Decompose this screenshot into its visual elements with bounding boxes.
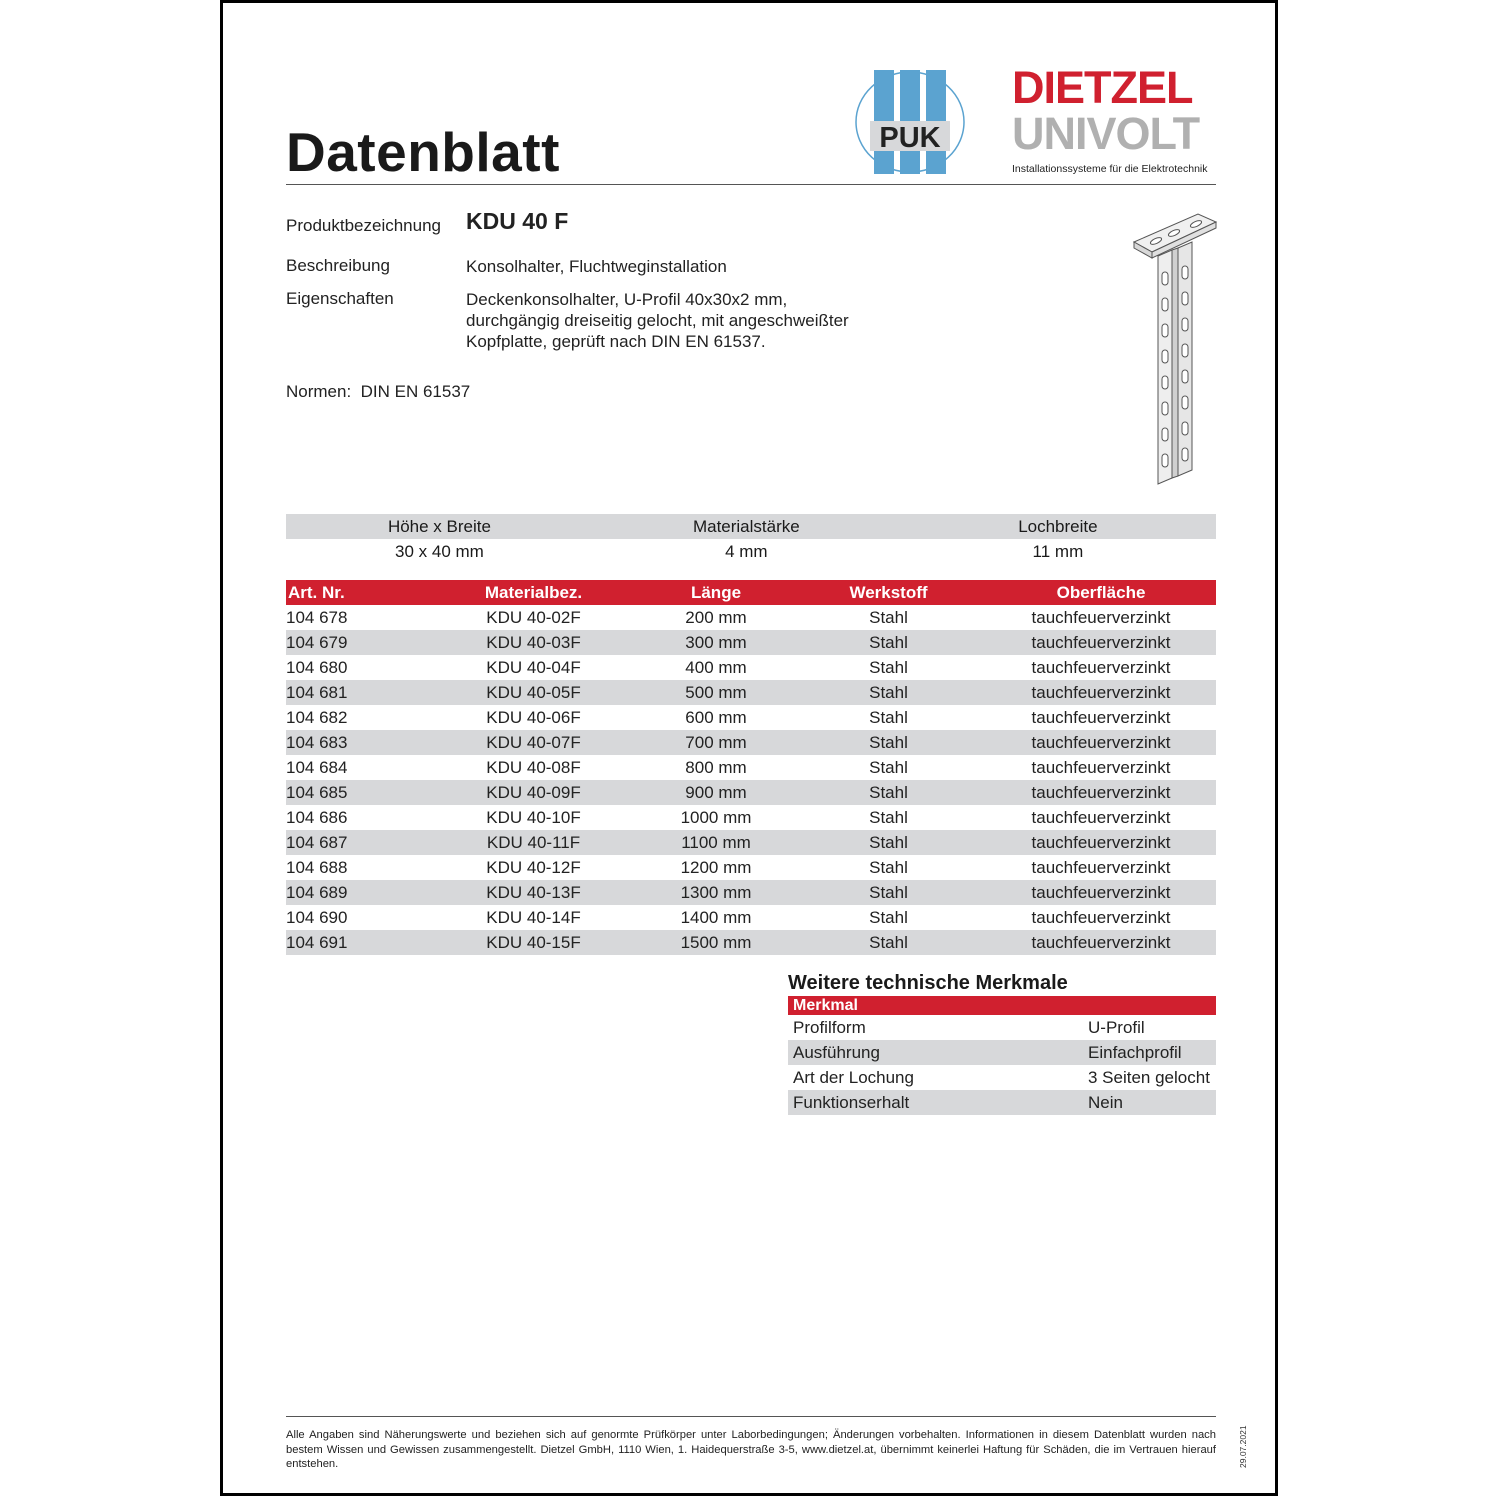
table-cell: 1400 mm (680, 907, 752, 927)
brand-dietzel: DIETZEL (1012, 62, 1193, 113)
dimensions-value-row (286, 539, 1216, 564)
table-cell: KDU 40-03F (426, 630, 641, 655)
feature-row (788, 1040, 1216, 1065)
description-label: Beschreibung (286, 256, 390, 275)
table-cell: 200 mm (685, 607, 747, 627)
table-cell: 104 682 (286, 707, 348, 727)
table-cell: Stahl (869, 707, 908, 727)
feature-name: Art der Lochung (793, 1067, 914, 1087)
table-cell: KDU 40-06F (486, 707, 581, 727)
product-name: KDU 40 F (466, 208, 569, 234)
table-cell: 1000 mm (680, 807, 752, 827)
table-cell: Stahl (791, 780, 986, 805)
table-cell: tauchfeuerverzinkt (1031, 657, 1171, 677)
table-cell: tauchfeuerverzinkt (986, 880, 1216, 905)
table-cell: tauchfeuerverzinkt (986, 830, 1216, 855)
puk-logo (852, 66, 968, 183)
table-cell: 104 686 (286, 807, 348, 827)
table-cell: Stahl (869, 757, 908, 777)
table-cell: KDU 40-08F (486, 757, 581, 777)
table-cell: tauchfeuerverzinkt (986, 680, 1216, 705)
feature-name: Profilform (793, 1017, 866, 1037)
product-label: Produktbezeichnung (286, 216, 442, 235)
table-cell: tauchfeuerverzinkt (1031, 857, 1171, 877)
table-cell: 104 687 (286, 830, 426, 855)
table-row (286, 655, 1216, 680)
table-row (286, 705, 1216, 730)
table-cell: tauchfeuerverzinkt (1031, 607, 1171, 627)
articles-header-row (286, 580, 1216, 605)
table-row (286, 905, 1216, 930)
features-header: Merkmal (788, 996, 1216, 1015)
table-cell: KDU 40-13F (426, 880, 641, 905)
features-title: Weitere technische Merkmale (788, 972, 1068, 994)
feature-row (788, 1065, 1216, 1090)
table-cell: tauchfeuerverzinkt (986, 780, 1216, 805)
table-cell: KDU 40-10F (486, 807, 581, 827)
table-cell: 400 mm (685, 657, 747, 677)
table-cell: KDU 40-15F (426, 930, 641, 955)
dimensions-value: 4 mm (725, 541, 768, 561)
properties-line: Kopfplatte, geprüft nach DIN EN 61537. (466, 332, 766, 351)
table-cell: 104 685 (286, 780, 426, 805)
articles-header: Art. Nr. (286, 580, 426, 605)
table-cell: 900 mm (641, 780, 791, 805)
feature-value: U-Profil (1088, 1017, 1145, 1037)
brand-tagline: Installationssysteme für die Elektrotechnik (1012, 163, 1208, 175)
feature-name: Ausführung (788, 1040, 1088, 1065)
table-cell: 104 679 (286, 630, 426, 655)
table-cell: Stahl (869, 807, 908, 827)
description-value: Konsolhalter, Fluchtweginstallation (466, 257, 727, 276)
table-row (286, 680, 1216, 705)
table-cell: 104 680 (286, 657, 348, 677)
table-cell: 104 688 (286, 857, 348, 877)
dimensions-header-row (286, 514, 1216, 539)
table-cell: 1300 mm (641, 880, 791, 905)
articles-header: Materialbez. (426, 580, 641, 605)
dimensions-header: Höhe x Breite (286, 514, 593, 539)
dimensions-table (286, 514, 1216, 564)
features-header-row (788, 996, 1216, 1015)
normen-value: DIN EN 61537 (360, 382, 471, 401)
properties-line: durchgängig dreiseitig gelocht, mit angeschweißter (466, 311, 849, 330)
table-cell: tauchfeuerverzinkt (986, 730, 1216, 755)
properties-value (466, 289, 849, 352)
articles-table (286, 580, 1216, 955)
table-cell: tauchfeuerverzinkt (1031, 807, 1171, 827)
dimensions-header: Lochbreite (900, 514, 1216, 539)
table-cell: KDU 40-11F (426, 830, 641, 855)
table-cell: 104 681 (286, 680, 426, 705)
properties-label: Eigenschaften (286, 289, 394, 308)
table-cell: 104 683 (286, 730, 426, 755)
table-cell: Stahl (869, 607, 908, 627)
feature-row (788, 1015, 1216, 1040)
table-cell: 1500 mm (641, 930, 791, 955)
articles-body (286, 605, 1216, 955)
table-cell: KDU 40-04F (486, 657, 581, 677)
product-illustration (1128, 210, 1223, 495)
table-row (286, 855, 1216, 880)
feature-value: Einfachprofil (1088, 1040, 1216, 1065)
table-cell: KDU 40-14F (486, 907, 581, 927)
feature-value: 3 Seiten gelocht (1088, 1067, 1210, 1087)
dimensions-value: 11 mm (1032, 541, 1084, 561)
table-cell: Stahl (791, 630, 986, 655)
dietzel-univolt-logo (1012, 64, 1216, 175)
footer-disclaimer: Alle Angaben sind Näherungswerte und beziehen sich auf genormte Prüfkörper unter Laborbedingungen; Änderungen vorbehalten. Informationen in diesem Datenblatt wurden nach bestem Wissen und Gewissen zusammengestellt. Dietzel GmbH, 1110 Wien, 1. Haidequerstraße 3-5, www.dietzel.at, übernimmt keinerlei Haftung für Schäden, die im Vertrauen hierauf entstehen. (286, 1429, 1216, 1470)
puk-logo-text: PUK (879, 122, 941, 154)
table-cell: KDU 40-12F (486, 857, 581, 877)
table-cell: KDU 40-02F (486, 607, 581, 627)
table-cell: Stahl (791, 930, 986, 955)
table-cell: 800 mm (685, 757, 747, 777)
table-row (286, 605, 1216, 630)
table-cell: 104 691 (286, 930, 426, 955)
table-cell: 1100 mm (641, 830, 791, 855)
feature-row (788, 1090, 1216, 1115)
table-cell: Stahl (791, 680, 986, 705)
table-cell: Stahl (869, 657, 908, 677)
table-cell: Stahl (791, 880, 986, 905)
table-cell: Stahl (869, 857, 908, 877)
table-cell: Stahl (791, 730, 986, 755)
properties-line: Deckenkonsolhalter, U-Profil 40x30x2 mm, (466, 290, 788, 309)
table-cell: 104 689 (286, 880, 426, 905)
dimensions-header: Materialstärke (593, 514, 900, 539)
articles-header: Länge (641, 580, 791, 605)
table-cell: tauchfeuerverzinkt (986, 630, 1216, 655)
feature-value: Nein (1088, 1090, 1216, 1115)
page-title: Datenblatt (286, 121, 560, 183)
table-row (286, 630, 1216, 655)
table-row (286, 830, 1216, 855)
table-row (286, 730, 1216, 755)
table-cell: KDU 40-09F (426, 780, 641, 805)
table-cell: 104 684 (286, 757, 348, 777)
table-cell: tauchfeuerverzinkt (1031, 707, 1171, 727)
table-cell: Stahl (791, 830, 986, 855)
table-cell: 104 678 (286, 607, 348, 627)
table-cell: tauchfeuerverzinkt (1031, 907, 1171, 927)
dimensions-value: 30 x 40 mm (395, 541, 484, 561)
table-cell: 300 mm (641, 630, 791, 655)
table-cell: 104 690 (286, 907, 348, 927)
feature-name: Funktionserhalt (788, 1090, 1088, 1115)
table-row (286, 780, 1216, 805)
features-body (788, 1015, 1216, 1115)
table-cell: 1200 mm (680, 857, 752, 877)
table-cell: KDU 40-05F (426, 680, 641, 705)
features-table (788, 996, 1216, 1115)
table-cell: tauchfeuerverzinkt (986, 930, 1216, 955)
table-row (286, 930, 1216, 955)
table-row (286, 880, 1216, 905)
table-cell: tauchfeuerverzinkt (1031, 757, 1171, 777)
articles-header: Werkstoff (791, 580, 986, 605)
articles-header: Oberfläche (986, 580, 1216, 605)
table-cell: 700 mm (641, 730, 791, 755)
table-row (286, 755, 1216, 780)
normen-label: Normen: (286, 382, 352, 401)
document-date: 29.07.2021 (1238, 1425, 1248, 1468)
table-cell: 500 mm (641, 680, 791, 705)
table-cell: Stahl (869, 907, 908, 927)
table-cell: 600 mm (685, 707, 747, 727)
table-cell: KDU 40-07F (426, 730, 641, 755)
table-row (286, 805, 1216, 830)
normen (286, 382, 470, 402)
brand-univolt: UNIVOLT (1012, 108, 1200, 159)
header-divider (286, 184, 1216, 185)
footer-divider (286, 1416, 1216, 1417)
